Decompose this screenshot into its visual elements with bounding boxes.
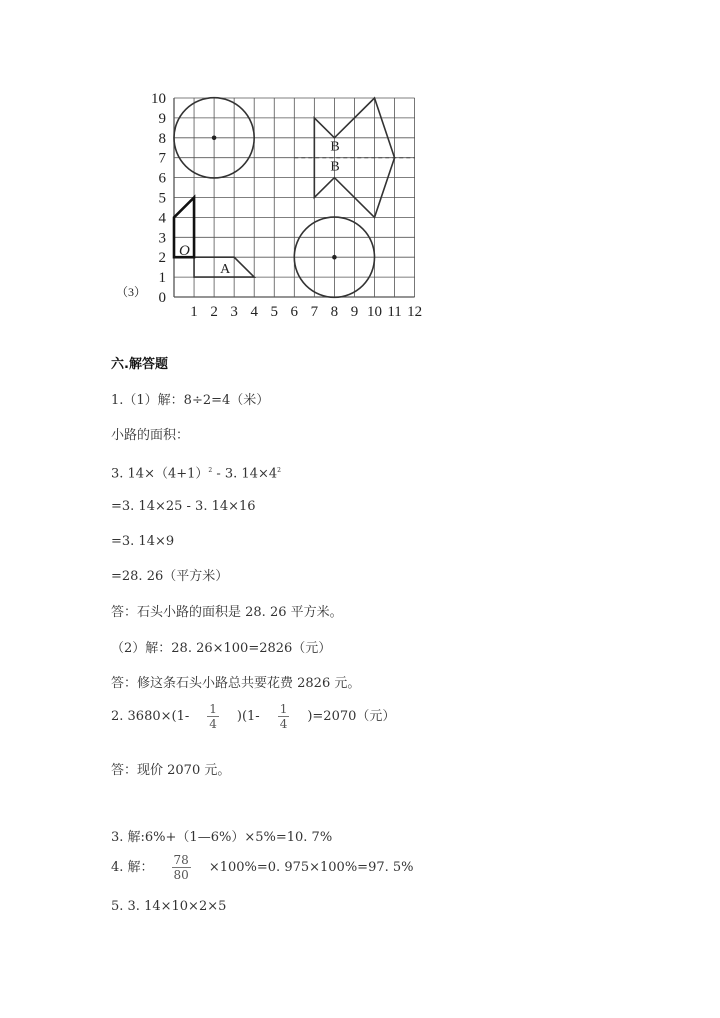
fraction <box>278 702 290 731</box>
x-tick-label: 11 <box>387 304 402 320</box>
expr: 3. 14×（4+1） <box>111 466 209 482</box>
expr: 2. 3680×(1- <box>111 709 190 724</box>
answer-line: 5. 3. 14×10×2×5 <box>111 899 227 914</box>
exponent: 2 <box>208 467 213 474</box>
answer-line <box>111 702 395 732</box>
answer-line: =28. 26（平方米） <box>111 569 229 584</box>
numerator: 1 <box>209 702 217 716</box>
y-tick-label: 2 <box>158 250 166 267</box>
x-tick-label: 9 <box>350 304 359 320</box>
x-tick-label: 8 <box>330 304 339 320</box>
answer-line: =3. 14×25 - 3. 14×16 <box>111 499 256 514</box>
section-title: 六.解答题 <box>111 357 168 372</box>
y-tick-label: 7 <box>158 150 166 167</box>
y-tick-label: 0 <box>158 290 166 306</box>
answer-line: 答：修这条石头小路总共要花费 2826 元。 <box>111 676 361 691</box>
expr: )=2070（元） <box>307 709 396 724</box>
answer-line: 答：石头小路的面积是 28. 26 平方米。 <box>111 605 343 620</box>
x-tick-label: 1 <box>190 304 198 320</box>
expr: - 3. 14×4 <box>212 466 278 482</box>
y-tick-label: 3 <box>158 230 166 247</box>
y-tick-label: 10 <box>151 91 166 107</box>
answer-line: 小路的面积： <box>111 428 190 443</box>
coordinate-grid-figure <box>100 85 440 325</box>
y-tick-label: 9 <box>158 110 166 127</box>
y-tick-label: 1 <box>158 270 166 287</box>
denominator: 80 <box>173 868 189 882</box>
x-tick-label: 10 <box>367 304 382 320</box>
answer-line: 1.（1）解：8÷2=4（米） <box>111 393 270 408</box>
label-O: O <box>179 243 190 260</box>
y-tick-label: 4 <box>158 210 166 227</box>
part-label: （3） <box>116 285 147 299</box>
expr: 4. 解： <box>111 860 154 875</box>
y-tick-label: 6 <box>158 170 166 187</box>
denominator: 4 <box>209 717 217 731</box>
answer-line <box>111 853 414 883</box>
numerator: 1 <box>279 702 288 716</box>
answer-line: =3. 14×9 <box>111 534 175 549</box>
x-tick-label: 2 <box>210 304 218 320</box>
x-tick-label: 5 <box>270 304 278 320</box>
exponent: 2 <box>277 467 281 474</box>
x-tick-label: 7 <box>310 304 319 320</box>
circle-center-dot <box>212 136 217 141</box>
x-tick-label: 12 <box>407 304 423 320</box>
y-tick-label: 8 <box>158 130 166 147</box>
x-tick-label: 4 <box>250 304 258 320</box>
answer-line: （2）解：28. 26×100=2826（元） <box>111 641 332 656</box>
expr: ×100%=0. 975×100%=97. 5% <box>208 860 414 875</box>
fraction <box>207 702 219 731</box>
answer-line: 3. 解:6%+（1—6%）×5%=10. 7% <box>111 830 333 845</box>
label-B-bottom: B <box>330 159 340 175</box>
x-tick-label: 3 <box>230 304 238 320</box>
answer-line: 答：现价 2070 元。 <box>111 763 231 778</box>
label-B-top: B <box>330 139 340 155</box>
numerator: 78 <box>173 853 189 867</box>
denominator: 4 <box>279 717 288 731</box>
label-A: A <box>220 262 231 278</box>
x-tick-label: 6 <box>290 304 299 320</box>
fraction <box>172 853 191 882</box>
expr: )(1- <box>236 709 260 724</box>
circle-center-dot <box>332 255 337 260</box>
y-tick-label: 5 <box>158 190 166 207</box>
answer-line <box>111 463 281 482</box>
